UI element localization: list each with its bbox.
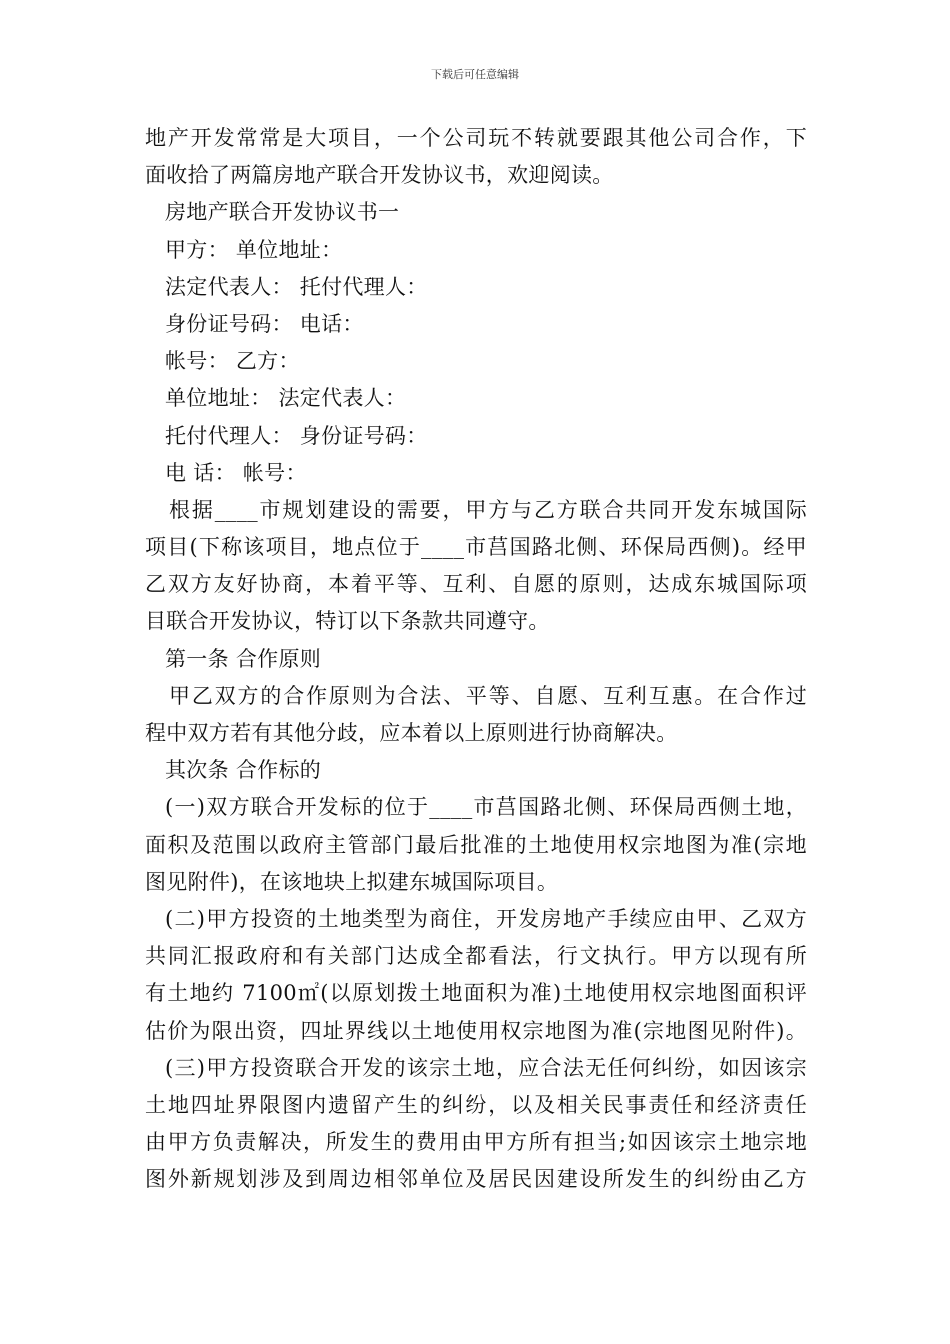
text-line: 根据____市规划建设的需要，甲方与乙方联合共同开发东城国际 xyxy=(169,497,807,522)
document-body xyxy=(145,120,807,1198)
text-line: 电 话： 帐号： xyxy=(165,460,307,485)
text-line: 面收拾了两篇房地产联合开发协议书，欢迎阅读。 xyxy=(145,163,614,188)
text-line: 法定代表人： 托付代理人： xyxy=(165,274,428,299)
text-line: 乙双方友好协商，本着平等、互利、自愿的原则，达成东城国际项 xyxy=(145,572,807,597)
text-line: 单位地址： 法定代表人： xyxy=(165,386,407,411)
text-line: 共同汇报政府和有关部门达成全都看法，行文执行。甲方以现有所 xyxy=(145,944,807,969)
text-line: 甲乙双方的合作原则为合法、平等、自愿、互利互惠。在合作过 xyxy=(169,683,807,708)
text-line: 土地四址界限图内遗留产生的纠纷，以及相关民事责任和经济责任 xyxy=(145,1092,807,1117)
text-line: 估价为限出资，四址界线以土地使用权宗地图为准(宗地图见附件)。 xyxy=(145,1018,807,1043)
text-line: (一)双方联合开发标的位于____市莒国路北侧、环保局西侧土地， xyxy=(165,795,807,820)
text-line: 帐号： 乙方： xyxy=(165,349,300,374)
text-line: 图外新规划涉及到周边相邻单位及居民因建设所发生的纠纷由乙方 xyxy=(145,1167,807,1192)
text-line: 托付代理人： 身份证号码： xyxy=(165,423,428,448)
text-line: 甲方： 单位地址： xyxy=(165,237,343,262)
text-line: 面积及范围以政府主管部门最后批准的土地使用权宗地图为准(宗地 xyxy=(145,832,807,857)
text-line: 有土地约 7100㎡(以原划拨土地面积为准)土地使用权宗地图面积评 xyxy=(145,981,807,1006)
text-line: 由甲方负责解决，所发生的费用由甲方所有担当;如因该宗土地宗地 xyxy=(145,1130,807,1155)
text-line: 目联合开发协议，特订以下条款共同遵守。 xyxy=(145,609,550,634)
text-line: 第一条 合作原则 xyxy=(165,646,322,671)
text-line: 其次条 合作标的 xyxy=(165,758,322,783)
text-line: (二)甲方投资的土地类型为商住，开发房地产手续应由甲、乙双方 xyxy=(165,906,807,931)
text-line: 图见附件)，在该地块上拟建东城国际项目。 xyxy=(145,869,559,894)
text-line: (三)甲方投资联合开发的该宗土地，应合法无任何纠纷，如因该宗 xyxy=(165,1055,807,1080)
text-line: 地产开发常常是大项目，一个公司玩不转就要跟其他公司合作，下 xyxy=(145,126,807,150)
text-line: 房地产联合开发协议书一 xyxy=(165,200,400,225)
text-line: 程中双方若有其他分歧，应本着以上原则进行协商解决。 xyxy=(145,721,678,745)
text-line: 项目(下称该项目，地点位于____市莒国路北侧、环保局西侧)。经甲 xyxy=(145,535,807,560)
text-line: 身份证号码： 电话： xyxy=(165,311,364,336)
page-header: 下载后可任意编辑 xyxy=(431,68,519,81)
